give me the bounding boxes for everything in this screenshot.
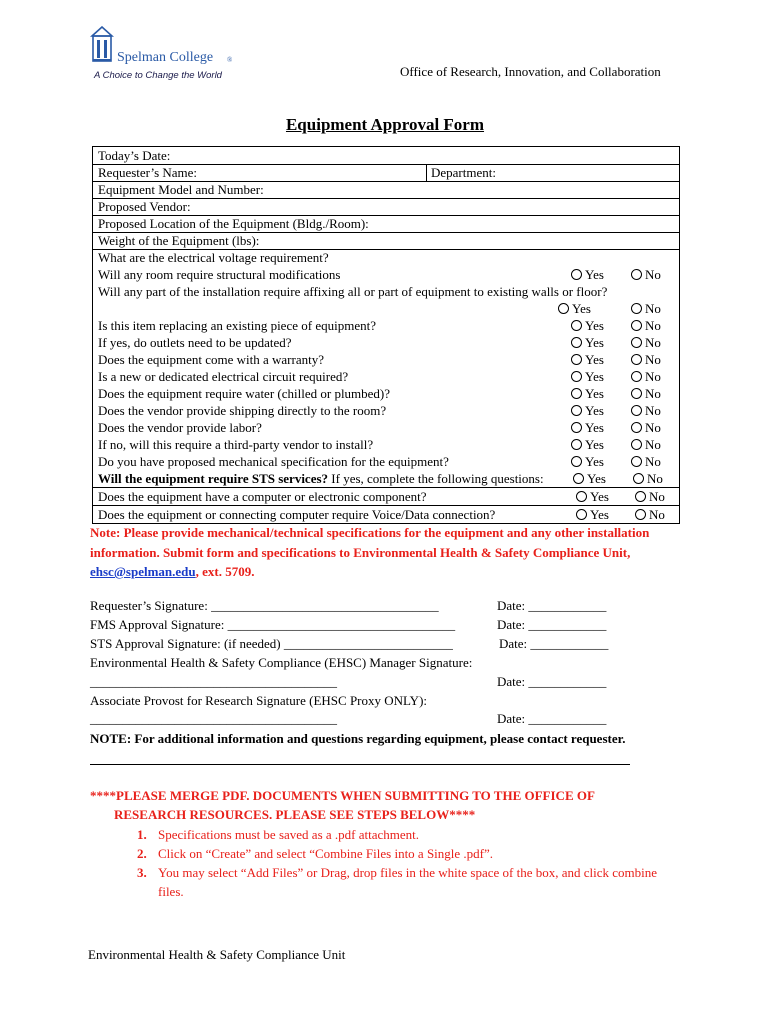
sts-signature-line[interactable]: STS Approval Signature: (if needed) __________________________ [90, 636, 453, 651]
provost-signature-label: Associate Provost for Research Signature (EHSC Proxy ONLY): [90, 693, 428, 708]
yes-option[interactable]: Yes [571, 266, 604, 283]
contact-note: NOTE: For additional information and questions regarding equipment, please contact requester. [90, 731, 626, 746]
question-text: If yes, do outlets need to be updated? [98, 335, 292, 350]
todays-date-label: Today’s Date: [98, 148, 171, 163]
question-text: Will any room require structural modifications [98, 267, 341, 282]
weight-label: Weight of the Equipment (lbs): [98, 233, 260, 248]
merge-line-2: RESEARCH RESOURCES. PLEASE SEE STEPS BELOW**** [114, 807, 476, 822]
requester-name-field[interactable]: Requester’s Name: [98, 165, 198, 180]
radio-circle-icon[interactable] [571, 456, 582, 467]
form-table [92, 146, 680, 524]
merge-line-1: ****PLEASE MERGE PDF. DOCUMENTS WHEN SUBMITTING TO THE OFFICE OF [90, 788, 595, 803]
radio-circle-icon[interactable] [571, 422, 582, 433]
question-text: Will any part of the installation require affixing all or part of equipment to existing walls or floor? [98, 284, 608, 299]
no-option[interactable]: No [635, 506, 665, 523]
radio-circle-icon[interactable] [635, 491, 646, 502]
list-item: 2. Click on “Create” and select “Combine Files into a Single .pdf”. [137, 846, 494, 861]
logo-tagline: A Choice to Change the World [94, 70, 222, 81]
no-option[interactable]: No [631, 266, 661, 283]
no-option[interactable]: No [631, 436, 661, 453]
bell-tower-icon [90, 26, 114, 62]
radio-circle-icon[interactable] [576, 491, 587, 502]
yes-option[interactable]: Yes [571, 436, 604, 453]
radio-circle-icon[interactable] [571, 405, 582, 416]
yes-option[interactable]: Yes [558, 300, 591, 317]
yes-option[interactable]: Yes [571, 317, 604, 334]
office-name: Office of Research, Innovation, and Collaboration [400, 64, 661, 79]
radio-circle-icon[interactable] [571, 388, 582, 399]
radio-circle-icon[interactable] [631, 388, 642, 399]
question-text: Is a new or dedicated electrical circuit required? [98, 369, 349, 384]
ehsc-date-line[interactable]: Date: ____________ [497, 674, 607, 689]
list-item: 1. Specifications must be saved as a .pdf attachment. [137, 827, 420, 842]
yes-option[interactable]: Yes [571, 351, 604, 368]
question-text: Does the equipment come with a warranty? [98, 352, 324, 367]
logo-name: Spelman College [117, 50, 214, 65]
college-logo [90, 26, 240, 86]
logo-registered-mark: ® [227, 56, 233, 64]
requester-signature-line[interactable]: Requester’s Signature: ___________________________________ [90, 598, 439, 613]
no-option[interactable]: No [631, 402, 661, 419]
provost-date-line[interactable]: Date: ____________ [497, 711, 607, 726]
radio-circle-icon[interactable] [631, 269, 642, 280]
fms-date-line[interactable]: Date: ____________ [497, 617, 607, 632]
question-text: Is this item replacing an existing piece of equipment? [98, 318, 376, 333]
provost-signature-line[interactable]: ______________________________________ [90, 711, 337, 726]
no-option[interactable]: No [631, 453, 661, 470]
voltage-label: What are the electrical voltage requirement? [98, 250, 329, 265]
question-text: Do you have proposed mechanical specification for the equipment? [98, 454, 449, 469]
radio-circle-icon[interactable] [571, 337, 582, 348]
radio-circle-icon[interactable] [631, 371, 642, 382]
yes-option[interactable]: Yes [571, 402, 604, 419]
submission-note: Note: Please provide mechanical/technical specifications for the equipment and any other installation information. Submit form and specifications to Environmental Health & Safety Compliance Unit, ehsc@spelman.edu, ext. 5709. [90, 525, 650, 579]
department-field[interactable]: Department: [431, 165, 496, 180]
radio-circle-icon[interactable] [631, 405, 642, 416]
no-option[interactable]: No [631, 317, 661, 334]
radio-circle-icon[interactable] [631, 303, 642, 314]
radio-circle-icon[interactable] [631, 354, 642, 365]
radio-circle-icon[interactable] [571, 439, 582, 450]
requester-date-line[interactable]: Date: ____________ [497, 598, 607, 613]
question-text: Does the vendor provide shipping directly to the room? [98, 403, 387, 418]
no-option[interactable]: No [631, 351, 661, 368]
model-label: Equipment Model and Number: [98, 182, 264, 197]
ehsc-email-link[interactable]: ehsc@spelman.edu [90, 564, 196, 579]
radio-circle-icon[interactable] [633, 473, 644, 484]
radio-circle-icon[interactable] [631, 320, 642, 331]
radio-circle-icon[interactable] [631, 337, 642, 348]
radio-circle-icon[interactable] [571, 320, 582, 331]
merge-instructions [90, 786, 690, 824]
question-text: Does the equipment or connecting computer require Voice/Data connection? [98, 507, 496, 522]
list-item: 3. You may select “Add Files” or Drag, drop files in the white space of the box, and click combine files. [137, 865, 658, 899]
location-label: Proposed Location of the Equipment (Bldg./Room): [98, 216, 369, 231]
yes-option[interactable]: Yes [576, 488, 609, 505]
no-option[interactable]: No [635, 488, 665, 505]
ehsc-signature-line[interactable]: ______________________________________ [90, 674, 337, 689]
question-text: Does the equipment have a computer or electronic component? [98, 489, 427, 504]
no-option[interactable]: No [631, 419, 661, 436]
radio-circle-icon[interactable] [571, 354, 582, 365]
radio-circle-icon[interactable] [576, 509, 587, 520]
yes-option[interactable]: Yes [571, 419, 604, 436]
sts-date-line[interactable]: Date: ____________ [499, 636, 609, 651]
yes-option[interactable]: Yes [571, 368, 604, 385]
no-option[interactable]: No [631, 334, 661, 351]
footer-text: Environmental Health & Safety Compliance Unit [88, 947, 346, 962]
no-option[interactable]: No [631, 368, 661, 385]
no-option[interactable]: No [631, 300, 661, 317]
yes-option[interactable]: Yes [573, 470, 606, 487]
radio-circle-icon[interactable] [631, 422, 642, 433]
form-title: Equipment Approval Form [285, 115, 485, 134]
radio-circle-icon[interactable] [631, 439, 642, 450]
question-text: Will the equipment require STS services? If yes, complete the following questions: [98, 471, 544, 486]
no-option[interactable]: No [631, 385, 661, 402]
divider [90, 764, 630, 765]
question-text: Does the equipment require water (chilled or plumbed)? [98, 386, 391, 401]
radio-circle-icon[interactable] [571, 269, 582, 280]
radio-circle-icon[interactable] [571, 371, 582, 382]
yes-option[interactable]: Yes [576, 506, 609, 523]
vendor-label: Proposed Vendor: [98, 199, 191, 214]
radio-circle-icon[interactable] [635, 509, 646, 520]
no-option[interactable]: No [633, 470, 663, 487]
yes-option[interactable]: Yes [571, 453, 604, 470]
yes-option[interactable]: Yes [571, 334, 604, 351]
yes-option[interactable]: Yes [571, 385, 604, 402]
question-text: If no, will this require a third-party vendor to install? [98, 437, 374, 452]
fms-signature-line[interactable]: FMS Approval Signature: ___________________________________ [90, 617, 456, 632]
steps-list [137, 825, 677, 901]
radio-circle-icon[interactable] [558, 303, 569, 314]
radio-circle-icon[interactable] [631, 456, 642, 467]
ehsc-signature-label: Environmental Health & Safety Compliance (EHSC) Manager Signature: [90, 655, 473, 670]
radio-circle-icon[interactable] [573, 473, 584, 484]
question-text: Does the vendor provide labor? [98, 420, 262, 435]
